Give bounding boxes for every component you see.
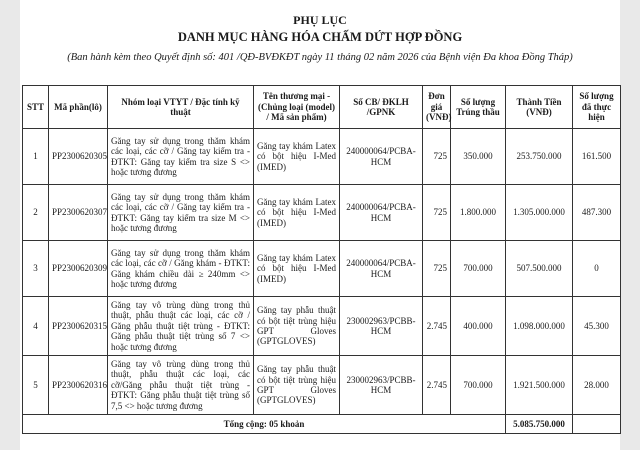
cell-thanhtien: 1.305.000.000 [506,185,573,241]
col-header: Thành Tiền (VNĐ) [506,86,573,129]
cell-socb: 240000064/PCBA-HCM [340,129,423,185]
col-header: Số lượng đã thực hiện [573,86,621,129]
cell-ten: Găng tay khám Latex có bột hiệu I-Med (IMED) [254,241,340,297]
total-value: 5.085.750.000 [506,415,573,434]
decision-note: (Ban hành kèm theo Quyết định số: 401 /QĐ-BVĐKĐT ngày 11 tháng 02 năm 2026 của Bệnh viện Đa khoa Đồng Tháp) [67,52,573,63]
cell-socb: 230002963/PCBB-HCM [340,356,423,415]
cell-nhom: Găng tay vô trùng dùng trong thủ thuật, phẫu thuật các loại, các cỡ/Găng phẫu thuật tiệt trùng - ĐTKT: Găng phẫu thuật tiệt trùng số 7,5 <> hoặc tương đương [108,356,254,415]
table-row [23,241,621,297]
total-empty-cell [573,415,621,434]
page-margin-left [0,0,20,450]
cell-ten: Găng tay phẫu thuật có bột tiệt trùng hiệu GPT Gloves (GPTGLOVES) [254,297,340,356]
cell-stt: 3 [23,241,49,297]
total-row [23,415,621,434]
cell-thanhtien: 507.500.000 [506,241,573,297]
cell-soluong: 700.000 [451,356,506,415]
goods-table [22,85,621,434]
col-header: STT [23,86,49,129]
page-margin-right [620,0,640,450]
cell-nhom: Găng tay sử dụng trong thăm khám các loại, các cỡ / Găng khám - ĐTKT: Găng khám chiều dài ≥ 240mm <> hoặc tương đương [108,241,254,297]
col-header: Số lượng Trúng thầu [451,86,506,129]
cell-soluong: 1.800.000 [451,185,506,241]
cell-ten: Găng tay khám Latex có bột hiệu I-Med (IMED) [254,129,340,185]
cell-ma: PP2300620305 [49,129,108,185]
table-row [23,185,621,241]
cell-thuchien: 487.300 [573,185,621,241]
cell-thuchien: 45.300 [573,297,621,356]
cell-dongia: 725 [423,129,451,185]
cell-ten: Găng tay khám Latex có bột hiệu I-Med (IMED) [254,185,340,241]
cell-thuchien: 0 [573,241,621,297]
cell-ma: PP2300620309 [49,241,108,297]
cell-nhom: Găng tay vô trùng dùng trong thủ thuật, phẫu thuật các loại, các cỡ / Găng phẫu thuật tiệt trùng - ĐTKT: Găng phẫu thuật tiệt trùng số 7 <> hoặc tương đương [108,297,254,356]
table-header-row [23,86,621,129]
appendix-title: PHỤ LỤC [293,13,347,27]
cell-stt: 2 [23,185,49,241]
appendix-subtitle: DANH MỤC HÀNG HÓA CHẤM DỨT HỢP ĐỒNG [177,30,463,44]
cell-nhom: Găng tay sử dụng trong thăm khám các loại, các cỡ / Găng tay kiểm tra - ĐTKT: Găng tay kiểm tra size M <> hoặc tương đương [108,185,254,241]
cell-thuchien: 161.500 [573,129,621,185]
cell-thanhtien: 1.098.000.000 [506,297,573,356]
col-header: Tên thương mại - (Chủng loại (model) / Mã sản phẩm) [254,86,340,129]
cell-dongia: 2.745 [423,297,451,356]
cell-socb: 230002963/PCBB-HCM [340,297,423,356]
cell-stt: 5 [23,356,49,415]
cell-soluong: 700.000 [451,241,506,297]
table-row [23,356,621,415]
cell-ma: PP2300620315 [49,297,108,356]
cell-dongia: 2.745 [423,356,451,415]
cell-stt: 1 [23,129,49,185]
cell-soluong: 400.000 [451,297,506,356]
cell-dongia: 725 [423,185,451,241]
table-row [23,129,621,185]
cell-socb: 240000064/PCBA-HCM [340,241,423,297]
cell-ma: PP2300620307 [49,185,108,241]
cell-ten: Găng tay phẫu thuật có bột tiệt trùng hiệu GPT Gloves (GPTGLOVES) [254,356,340,415]
cell-soluong: 350.000 [451,129,506,185]
cell-thuchien: 28.000 [573,356,621,415]
cell-socb: 240000064/PCBA-HCM [340,185,423,241]
cell-nhom: Găng tay sử dụng trong thăm khám các loại, các cỡ / Găng tay kiểm tra - ĐTKT: Găng tay kiểm tra size S <> hoặc tương đương [108,129,254,185]
col-header: Đơn giá (VNĐ) [423,86,451,129]
cell-ma: PP2300620316 [49,356,108,415]
cell-thanhtien: 253.750.000 [506,129,573,185]
col-header: Nhóm loại VTYT / Đặc tính kỹ thuật [108,86,254,129]
col-header: Số CB/ ĐKLH /GPNK [340,86,423,129]
cell-dongia: 725 [423,241,451,297]
cell-stt: 4 [23,297,49,356]
cell-thanhtien: 1.921.500.000 [506,356,573,415]
col-header: Mã phần(lô) [49,86,108,129]
total-label: Tổng cộng: 05 khoản [23,415,506,434]
table-row [23,297,621,356]
